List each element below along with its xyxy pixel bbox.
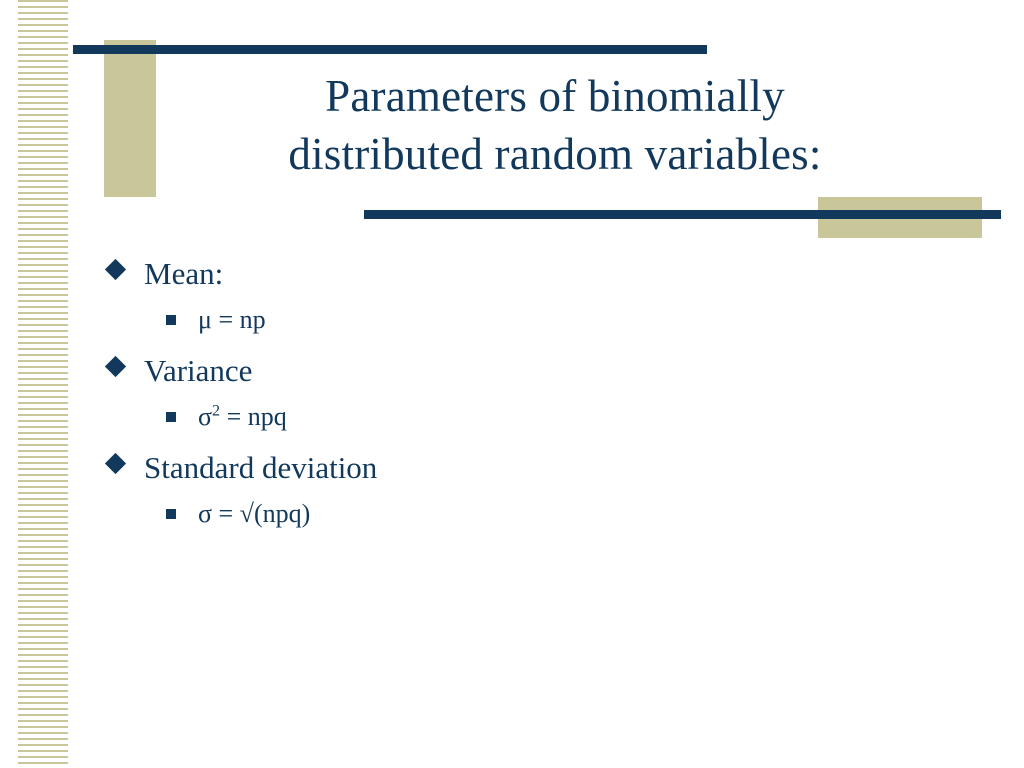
slide-title-line-2: distributed random variables: [288,128,822,179]
diamond-bullet-icon [105,453,126,474]
bullet-item-mean [106,258,966,333]
square-bullet-icon [166,509,176,519]
sub-bullet-item [160,307,966,333]
decorative-stripe-band [18,0,68,768]
bullet-label: Standard deviation [144,450,378,485]
title-rule-top [73,45,707,54]
square-bullet-icon [166,412,176,422]
bullet-list-level2-mean [144,307,966,333]
bullet-list-level1 [106,258,966,527]
formula-base: σ [198,402,213,431]
title-tan-block-left [104,40,156,197]
formula-text: μ = np [198,305,266,334]
diamond-bullet-icon [105,356,126,377]
bullet-list-level2-standard-deviation [144,501,966,527]
square-bullet-icon [166,315,176,325]
diamond-bullet-icon [105,259,126,280]
slide-title [160,68,950,183]
formula-text: σ = √(npq) [198,499,311,528]
bullet-list-level2-variance [144,404,966,430]
formula-exponent: 2 [212,402,221,420]
title-rule-bottom [364,210,1001,219]
sub-bullet-item [160,501,966,527]
formula-tail: = npq [220,402,287,431]
bullet-item-standard-deviation [106,452,966,527]
slide-title-line-1: Parameters of binomially [325,71,785,121]
slide-body [106,258,966,549]
bullet-label: Variance [144,353,253,388]
sub-bullet-item [160,404,966,430]
bullet-item-variance [106,355,966,430]
bullet-label: Mean: [144,256,224,291]
